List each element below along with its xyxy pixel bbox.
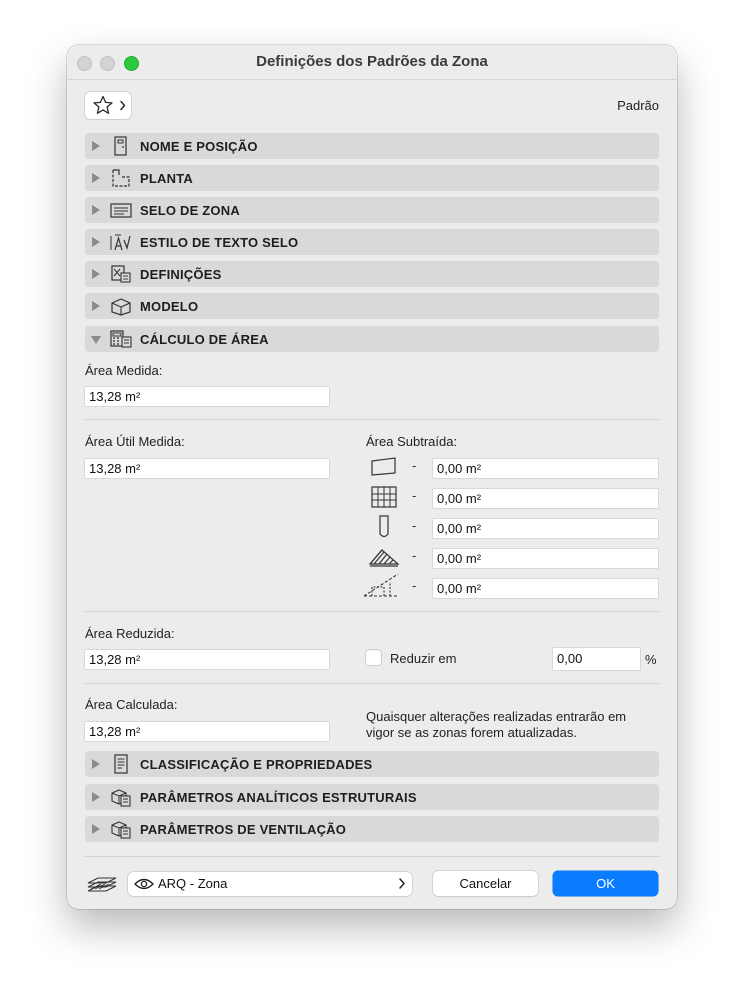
section-label: ESTILO DE TEXTO SELO [140,235,299,250]
column-icon [364,514,404,540]
divider [85,856,659,857]
disclosure-triangle-icon [92,141,100,151]
subtracted-area-field-2[interactable]: 0,00 m² [433,489,658,508]
ok-button[interactable]: OK [553,871,658,896]
calculated-area-label: Área Calculada: [85,697,178,712]
section-label: MODELO [140,299,199,314]
section-definicoes[interactable] [85,261,659,287]
section-label: PARÂMETROS DE VENTILAÇÃO [140,822,347,837]
grid-fill-icon [364,484,404,510]
section-label: DEFINIÇÕES [140,267,222,282]
calculated-area-field[interactable]: 13,28 m² [85,722,329,741]
area-calculator-icon [109,329,133,349]
section-classificacao-e-propriedades[interactable] [85,751,659,777]
net-area-label: Área Útil Medida: [85,434,185,449]
section-nome-e-posicao[interactable] [85,133,659,159]
subtracted-area-field-5[interactable]: 0,00 m² [433,579,658,598]
text-style-icon [109,232,133,252]
door-icon [109,136,133,156]
update-info-text: Quaisquer alterações realizadas entrarão em vigor se as zonas forem atualizadas. [366,709,627,740]
subtracted-area-label: Área Subtraída: [366,434,458,449]
disclosure-triangle-icon [92,824,100,834]
section-selo-de-zona[interactable] [85,197,659,223]
document-list-icon [109,754,133,774]
section-label: SELO DE ZONA [140,203,240,218]
percent-unit: % [645,652,657,667]
measured-area-field[interactable]: 13,28 m² [85,387,329,406]
layers-icon [85,871,119,897]
dash-separator: - [412,488,417,503]
measured-area-label: Área Medida: [85,363,163,378]
divider [85,683,659,684]
reduce-by-checkbox[interactable] [366,650,381,665]
dash-separator: - [412,578,417,593]
floor-plan-icon [109,168,133,188]
ventilation-icon [109,819,133,839]
divider [85,419,659,420]
section-modelo[interactable] [85,293,659,319]
structural-analysis-icon [109,787,133,807]
disclosure-triangle-open-icon [91,336,101,344]
disclosure-triangle-icon [92,205,100,215]
reduce-by-percent-field[interactable]: 0,00 [553,648,640,670]
dash-separator: - [412,458,417,473]
subtracted-area-field-4[interactable]: 0,00 m² [433,549,658,568]
layer-value: ARQ - Zona [158,876,228,891]
subtracted-area-field-3[interactable]: 0,00 m² [433,519,658,538]
section-parametros-de-ventilacao[interactable] [85,816,659,842]
divider [85,611,659,612]
section-label: CÁLCULO DE ÁREA [140,332,269,347]
reduced-area-field[interactable]: 13,28 m² [85,650,329,669]
preset-label: Padrão [617,98,659,113]
zone-stamp-icon [109,200,133,220]
disclosure-triangle-icon [92,237,100,247]
section-planta[interactable] [85,165,659,191]
favorites-button[interactable] [85,92,131,119]
section-label: NOME E POSIÇÃO [140,139,258,154]
low-height-roof-icon [362,572,402,598]
window-title: Definições dos Padrões da Zona [256,53,488,70]
section-estilo-de-texto-selo[interactable] [85,229,659,255]
hatched-slab-icon [364,544,404,570]
dash-separator: - [412,518,417,533]
disclosure-triangle-icon [92,759,100,769]
chevron-right-icon [398,877,406,890]
zone-settings-dialog [67,45,677,909]
section-label: CLASSIFICAÇÃO E PROPRIEDADES [140,757,373,772]
eye-icon [134,877,154,891]
section-calculo-de-area[interactable] [85,326,659,352]
disclosure-triangle-icon [92,301,100,311]
section-label: PLANTA [140,171,193,186]
disclosure-triangle-icon [92,269,100,279]
layer-select[interactable] [128,872,412,896]
section-parametros-analiticos-estruturais[interactable] [85,784,659,810]
model-box-icon [109,296,133,316]
settings-sheet-icon [109,264,133,284]
star-icon [85,92,131,119]
reduce-by-label: Reduzir em [390,651,457,666]
disclosure-triangle-icon [92,792,100,802]
subtracted-area-field-1[interactable]: 0,00 m² [433,459,658,478]
reduced-area-label: Área Reduzida: [85,626,175,641]
wall-surface-icon [364,454,404,480]
section-label: PARÂMETROS ANALÍTICOS ESTRUTURAIS [140,790,417,805]
dash-separator: - [412,548,417,563]
cancel-button[interactable]: Cancelar [433,871,538,896]
titlebar [67,45,677,80]
disclosure-triangle-icon [92,173,100,183]
net-area-field[interactable]: 13,28 m² [85,459,329,478]
